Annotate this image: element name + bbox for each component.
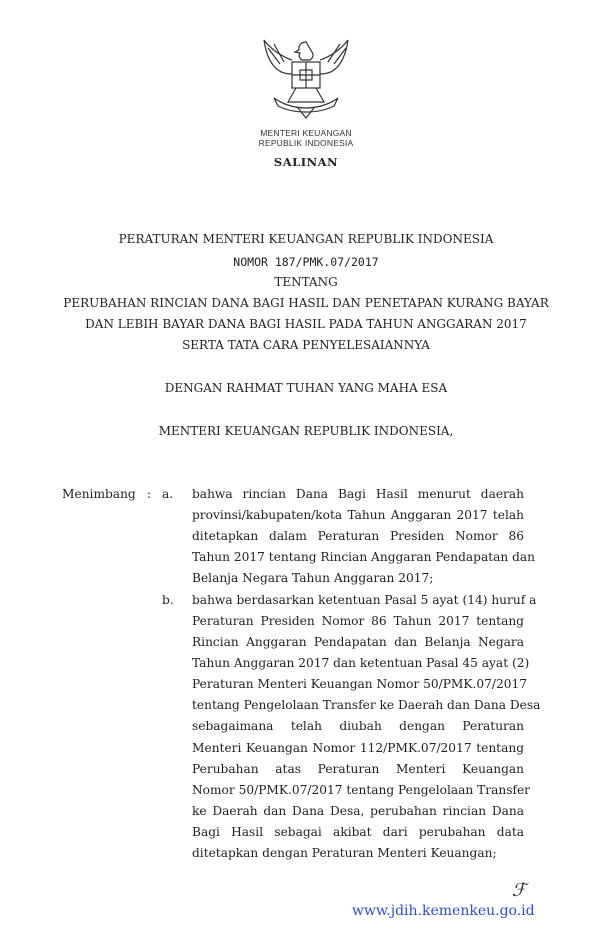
- item-b-line: Peraturan Presiden Nomor 86 Tahun 2017 tentang: [192, 614, 524, 628]
- item-b-line: bahwa berdasarkan ketentuan Pasal 5 ayat (14) huruf a: [192, 593, 537, 607]
- item-b-line: tentang Pengelolaan Transfer ke Daerah dan Dana Desa: [192, 698, 541, 712]
- item-b-line: Bagi Hasil sebagai akibat dari perubahan data: [192, 825, 524, 839]
- paraf-initial: ℱ: [512, 880, 527, 901]
- item-b-line: ditetapkan dengan Peraturan Menteri Keuangan;: [192, 846, 497, 860]
- letterhead-line1: MENTERI KEUANGAN: [260, 128, 352, 138]
- menteri-line: MENTERI KEUANGAN REPUBLIK INDONESIA,: [158, 424, 454, 438]
- salinan-stamp: SALINAN: [273, 155, 339, 169]
- item-a-line: provinsi/kabupaten/kota Tahun Anggaran 2017 telah: [192, 508, 524, 522]
- subject-line: PERUBAHAN RINCIAN DANA BAGI HASIL DAN PENETAPAN KURANG BAYAR: [63, 296, 549, 310]
- title-tentang: TENTANG: [274, 275, 338, 289]
- subject-line: SERTA TATA CARA PENYELESAIANNYA: [182, 338, 430, 352]
- item-a-line: Belanja Negara Tahun Anggaran 2017;: [192, 571, 434, 585]
- title-line: PERATURAN MENTERI KEUANGAN REPUBLIK INDONESIA: [118, 232, 494, 246]
- menimbang-label: Menimbang: [62, 487, 136, 501]
- rahmat-line: DENGAN RAHMAT TUHAN YANG MAHA ESA: [164, 381, 448, 395]
- item-marker: a.: [162, 487, 174, 501]
- menimbang-colon: :: [147, 487, 152, 501]
- item-a-line: bahwa rincian Dana Bagi Hasil menurut daerah: [192, 487, 524, 501]
- garuda-emblem-icon: [254, 38, 358, 122]
- title-nomor: NOMOR 187/PMK.07/2017: [233, 255, 379, 269]
- item-marker: b.: [162, 593, 174, 607]
- item-b-line: Rincian Anggaran Pendapatan dan Belanja Negara: [192, 635, 524, 649]
- item-b-line: Menteri Keuangan Nomor 112/PMK.07/2017 tentang: [192, 741, 524, 755]
- item-b-line: Tahun Anggaran 2017 dan ketentuan Pasal 45 ayat (2): [192, 656, 530, 670]
- item-b-line: Peraturan Menteri Keuangan Nomor 50/PMK.07/2017: [192, 677, 528, 691]
- item-b-line: sebagaimana telah diubah dengan Peraturan: [192, 719, 524, 733]
- item-b-line: ke Daerah dan Dana Desa, perubahan rincian Dana: [192, 804, 524, 818]
- item-a-line: ditetapkan dalam Peraturan Presiden Nomor 86: [192, 529, 524, 543]
- item-a-line: Tahun 2017 tentang Rincian Anggaran Pendapatan dan: [192, 550, 536, 564]
- item-b-line: Nomor 50/PMK.07/2017 tentang Pengelolaan Transfer: [192, 783, 531, 797]
- subject-line: DAN LEBIH BAYAR DANA BAGI HASIL PADA TAHUN ANGGARAN 2017: [85, 317, 527, 331]
- letterhead-line2: REPUBLIK INDONESIA: [258, 138, 354, 148]
- footer-website-link[interactable]: www.jdih.kemenkeu.go.id: [352, 903, 535, 919]
- item-b-line: Perubahan atas Peraturan Menteri Keuangan: [192, 762, 524, 776]
